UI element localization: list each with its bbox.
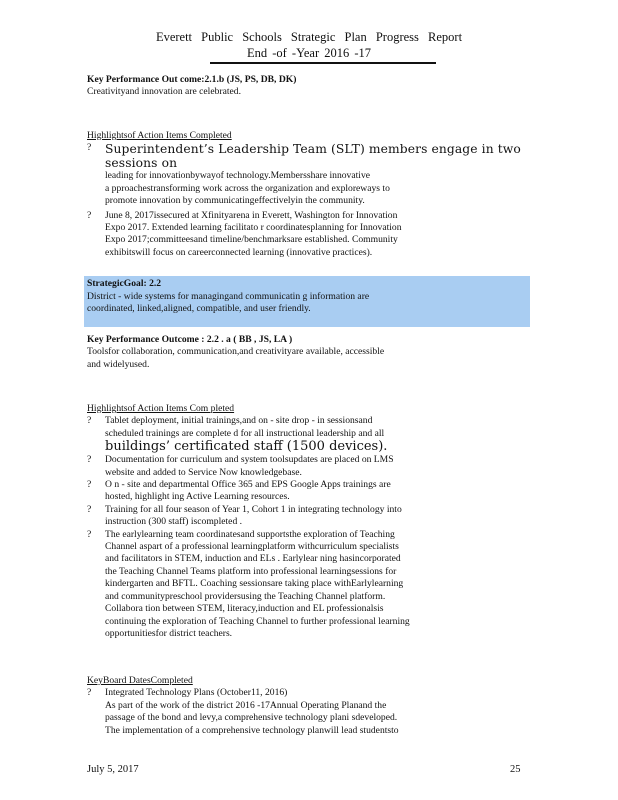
kpi-text: and widelyused. bbox=[87, 358, 150, 370]
bullet-line: Tablet deployment, initial trainings,and on - site drop - in sessionsand bbox=[105, 415, 373, 427]
bullet-line: a pproachestransforming work across the organization and exploreways to bbox=[105, 182, 390, 194]
goal-line: coordinated, linked,aligned, compatible, and user friendly. bbox=[87, 303, 311, 315]
key-board-dates-section bbox=[87, 675, 542, 737]
bullet-line: passage of the bond and levy,a comprehensive technology plani sdeveloped. bbox=[105, 712, 398, 724]
bullet-marker: ? bbox=[87, 209, 92, 221]
kpi-text: Creativityand innovation are celebrated. bbox=[87, 86, 241, 98]
bullet-line: kindergarten and BFTL. Coaching sessionsare taking place withEarlylearning bbox=[105, 578, 404, 590]
goal-line: District - wide systems for managingand communicatin g information are bbox=[87, 290, 370, 302]
bullet-item bbox=[87, 529, 542, 641]
bullet-line: buildings’ certificated staff (1500 devices). bbox=[105, 439, 388, 455]
bullet-line: Expo 2017;committeesand timeline/benchmarksare established. Community bbox=[105, 234, 398, 246]
bullet-line: exhibitswill focus on careerconnected learning (innovative practices). bbox=[105, 246, 373, 258]
highlights-heading: Highlightsof Action Items Completed bbox=[87, 130, 232, 141]
strategic-goal-label: StrategicGoal: 2.2 bbox=[87, 278, 162, 289]
bullet-line: promote innovation by communicatingeffectivelyin the community. bbox=[105, 195, 365, 207]
kpi-section-1 bbox=[87, 74, 542, 99]
bullet-item bbox=[87, 504, 542, 529]
bullet-line: leading for innovationbywayof technology.Membersshare innovative bbox=[105, 170, 370, 182]
bullet-item bbox=[87, 415, 542, 454]
bullet-line: O n - site and departmental Office 365 and EPS Google Apps trainings are bbox=[105, 479, 391, 491]
bullet-line: hosted, highlight ing Active Learning resources. bbox=[105, 491, 290, 503]
bullet-line: opportunitiesfor district teachers. bbox=[105, 627, 233, 639]
highlights-section-2 bbox=[87, 403, 542, 640]
bullet-line: Collabora tion between STEM, literacy,induction and EL professionalsis bbox=[105, 603, 384, 615]
report-subtitle: End -of -Year 2016 -17 bbox=[246, 46, 372, 60]
kpi-section-2 bbox=[87, 334, 542, 371]
bullet-line: website and added to Service Now knowledgebase. bbox=[105, 466, 302, 478]
bullet-item bbox=[87, 479, 542, 504]
bullet-item bbox=[87, 142, 542, 207]
bullet-item bbox=[87, 687, 542, 737]
bullet-line: Training for all four season of Year 1, Cohort 1 in integrating technology into bbox=[105, 503, 402, 515]
bullet-line: Documentation for curriculum and system toolsupdates are placed on LMS bbox=[105, 454, 394, 466]
highlights-section-1 bbox=[87, 130, 542, 259]
kpi-label: Key Performance Out come:2.1.b (JS, PS, DB, DK) bbox=[87, 74, 297, 85]
bullet-marker: ? bbox=[87, 687, 92, 699]
bullet-line: and communitypreschool providersusing the Teaching Channel platform. bbox=[105, 590, 386, 602]
bullet-marker: ? bbox=[87, 479, 92, 491]
page-number: 25 bbox=[510, 764, 521, 775]
bullet-marker: ? bbox=[87, 454, 92, 466]
bullet-line: and facilitators in STEM, induction and ELs . Earlylear ning hasincorporated bbox=[105, 553, 401, 565]
key-board-dates-heading: KeyBoard DatesCompleted bbox=[87, 675, 193, 686]
report-title: Everett Public Schools Strategic Plan Progress Report bbox=[155, 30, 463, 44]
bullet-line: continuing the exploration of Teaching Channel to further professional learning bbox=[105, 615, 410, 627]
highlights-heading: Highlightsof Action Items Com pleted bbox=[87, 403, 235, 414]
strategic-goal-box bbox=[84, 276, 530, 327]
bullet-item bbox=[87, 210, 542, 260]
bullet-item bbox=[87, 454, 542, 479]
bullet-line: Expo 2017. Extended learning facilitato r coordinatesplanning for Innovation bbox=[105, 222, 402, 234]
bullet-line: The earlylearning team coordinatesand supportsthe exploration of Teaching bbox=[105, 528, 395, 540]
bullet-line: scheduled trainings are complete d for all instructional leadership and all bbox=[105, 427, 385, 439]
bullet-line: Integrated Technology Plans (October11, 2016) bbox=[105, 687, 288, 699]
bullet-line: As part of the work of the district 2016 -17Annual Operating Planand the bbox=[105, 699, 387, 711]
bullet-line: instruction (300 staff) iscompleted . bbox=[105, 516, 243, 528]
bullet-line: Superintendent’s Leadership Team (SLT) members engage in two sessions on bbox=[105, 142, 521, 171]
kpi-text: Toolsfor collaboration, communication,and creativityare available, accessible bbox=[87, 346, 385, 358]
bullet-marker: ? bbox=[87, 528, 92, 540]
kpi-label: Key Performance Outcome : 2.2 . a ( BB , JS, LA ) bbox=[87, 334, 293, 345]
bullet-marker: ? bbox=[87, 503, 92, 515]
footer-date: July 5, 2017 bbox=[87, 764, 139, 775]
bullet-line: June 8, 2017issecured at Xfinityarena in Everett, Washington for Innovation bbox=[105, 209, 398, 221]
bullet-line: The implementation of a comprehensive technology planwill lead studentsto bbox=[105, 724, 399, 736]
bullet-marker: ? bbox=[87, 142, 92, 154]
bullet-line: Channel aspart of a professional learningplatform withcurriculum specialists bbox=[105, 541, 399, 553]
bullet-line: the Teaching Channel Teams platform into professional learningsessions for bbox=[105, 565, 397, 577]
title-rule bbox=[210, 62, 436, 64]
bullet-marker: ? bbox=[87, 415, 92, 427]
